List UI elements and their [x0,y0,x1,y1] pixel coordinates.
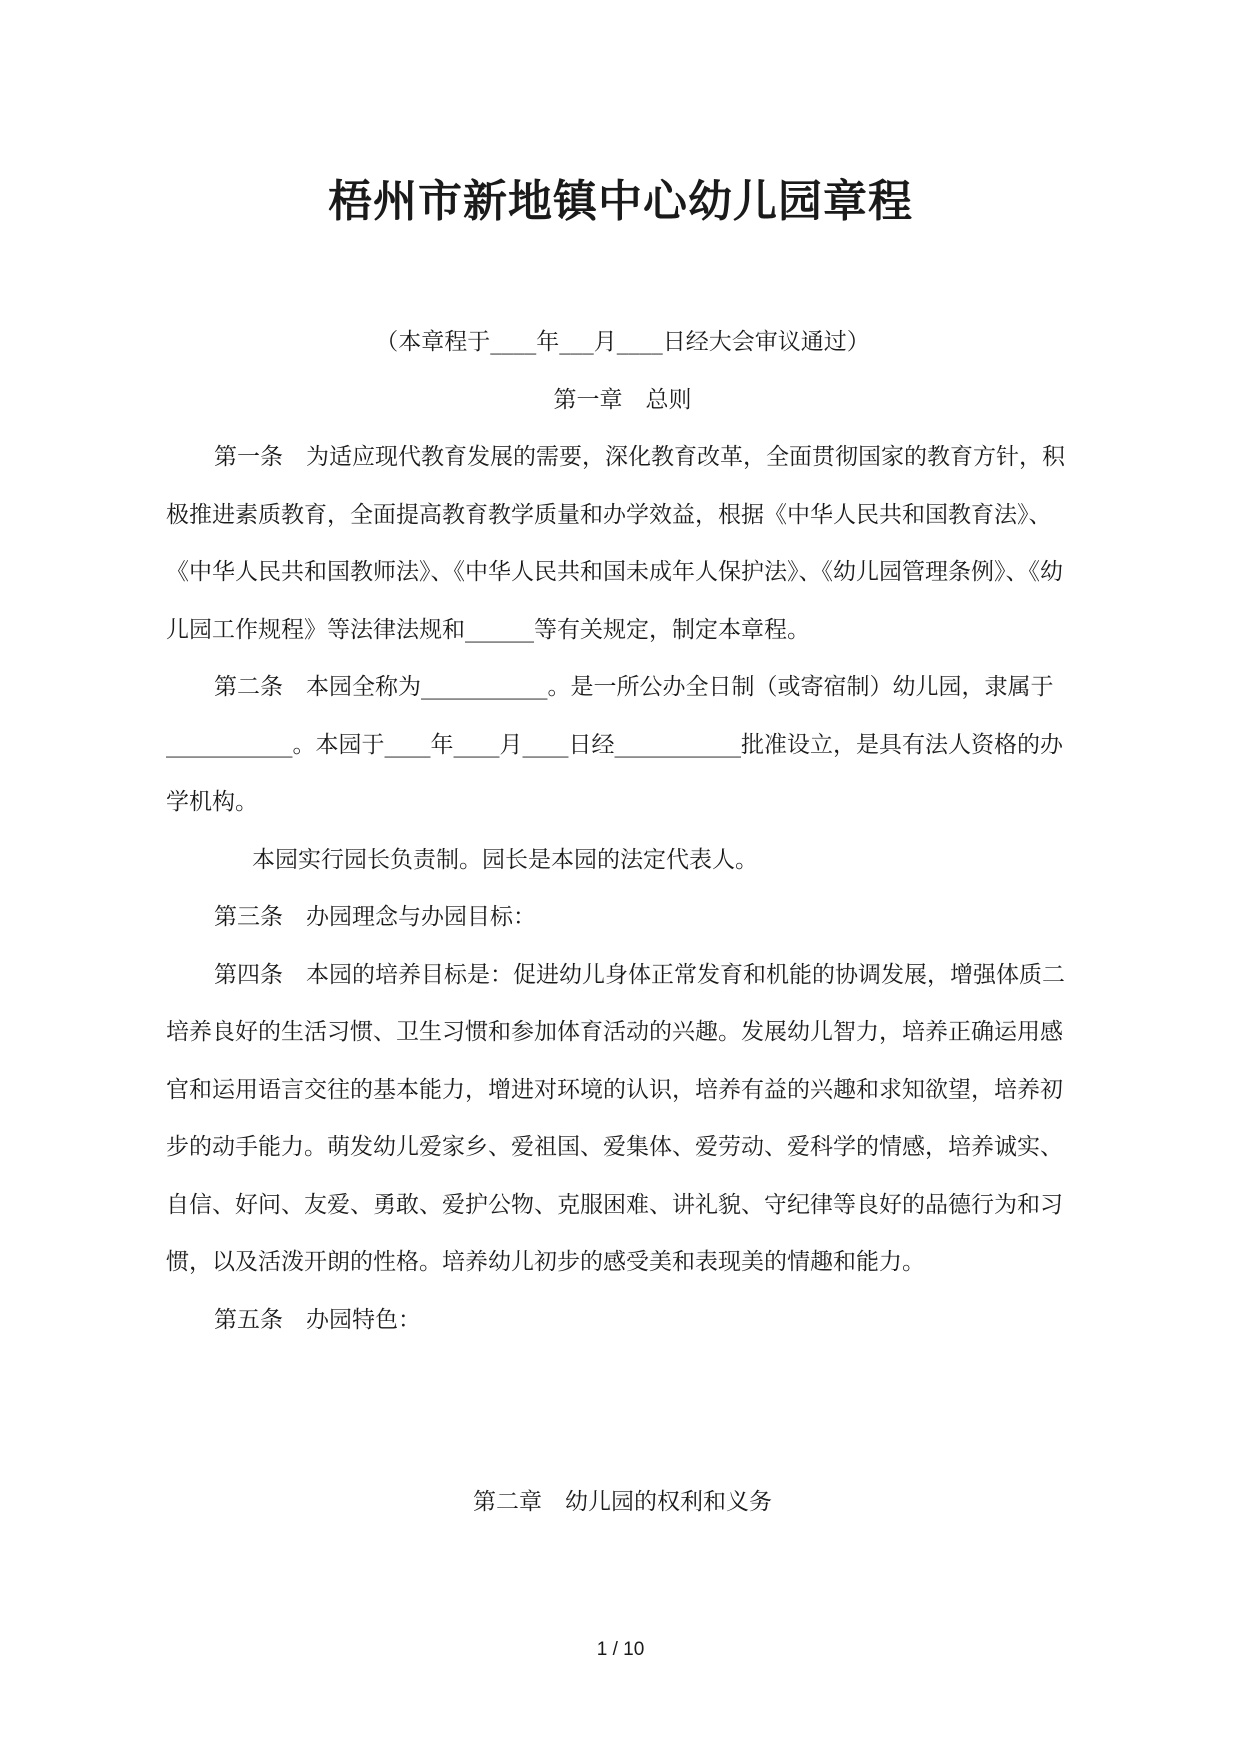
article-paragraph: 第一条 为适应现代教育发展的需要，深化教育改革，全面贯彻国家的教育方针，积极推进素质教育，全面提高教育教学质量和办学效益，根据《中华人民共和国教育法》、《中华人民共和国教师法》、《中华人民共和国未成年人保护法》、《幼儿园管理条例》、《幼儿园工作规程》等法律法规和______等有关规定，制定本章程。 [166,444,1065,643]
approval-note: （本章程于____年___月____日经大会审议通过） [375,329,870,355]
document-body [166,314,1079,1349]
article-paragraph: 第二条 本园全称为___________。是一所公办全日制（或寄宿制）幼儿园，隶属于___________。本园于____年____月____日经___________批准设立，是具有法人资格的办学机构。 [166,674,1063,815]
article-paragraph: 第五条 办园特色： [214,1306,421,1333]
page-number: 1 / 10 [596,1639,645,1660]
chapter-heading: 第一章 总则 [553,386,692,413]
chapter-heading: 第二章 幼儿园的权利和义务 [473,1489,772,1515]
article-paragraph: 第四条 本园的培养目标是：促进幼儿身体正常发育和机能的协调发展，增强体质二培养良好的生活习惯、卫生习惯和参加体育活动的兴趣。发展幼儿智力，培养正确运用感官和运用语言交往的基本能力，增进对环境的认识，培养有益的兴趣和求知欲望，培养初步的动手能力。萌发幼儿爱家乡、爱祖国、爱集体、爱劳动、爱科学的情感，培养诚实、自信、好问、友爱、勇敢、爱护公物、克服困难、讲礼貌、守纪律等良好的品德行为和习惯，以及活泼开朗的性格。培养幼儿初步的感受美和表现美的情趣和能力。 [166,961,1065,1275]
article-paragraph: 第三条 办园理念与办园目标： [214,904,536,930]
document-title: 梧州市新地镇中心幼儿园章程 [328,176,913,227]
article-note: 本园实行园长负责制。园长是本园的法定代表人。 [252,846,758,873]
